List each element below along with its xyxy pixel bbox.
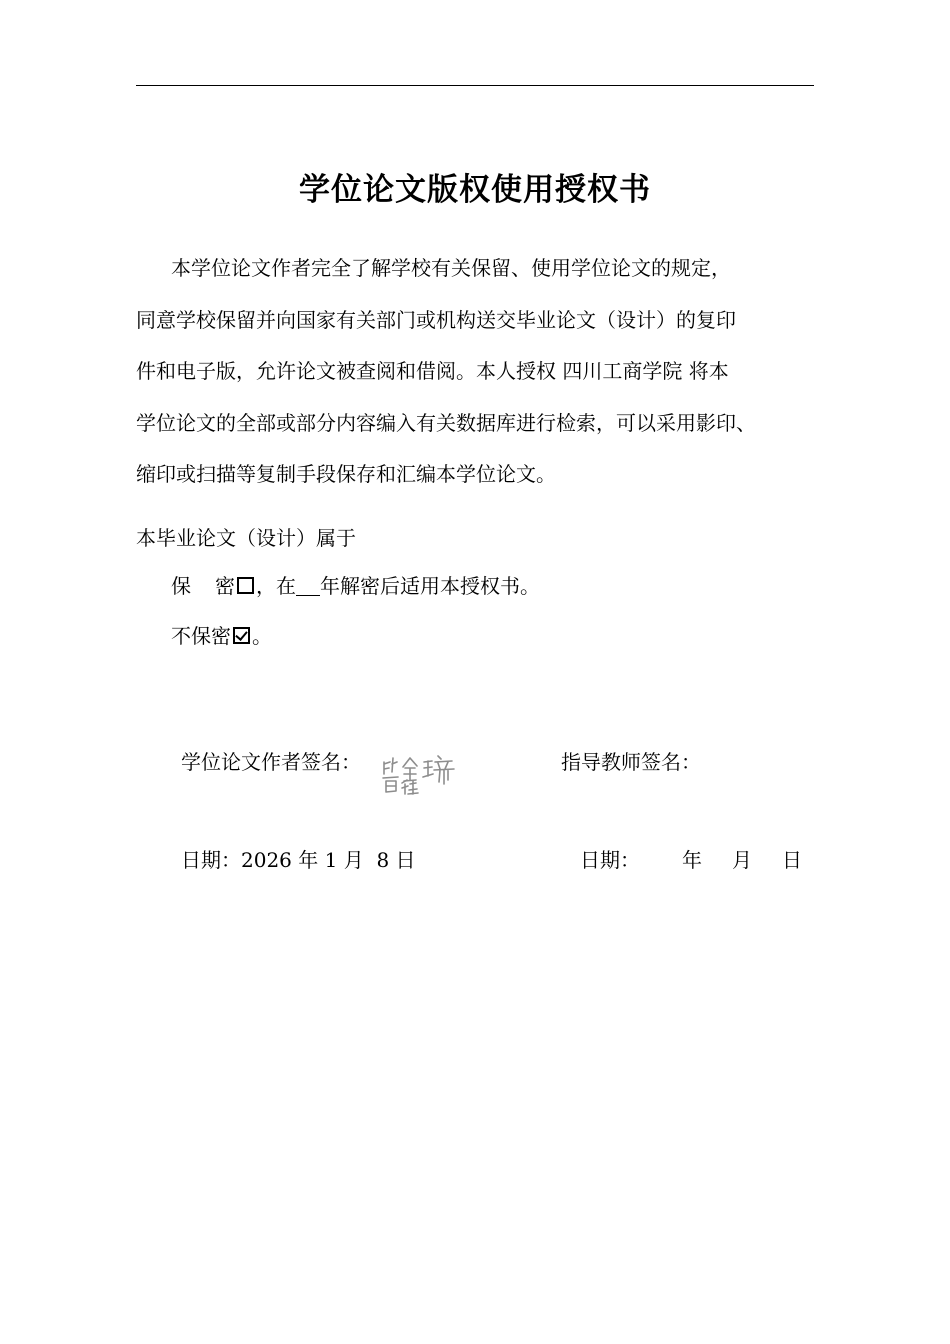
classification-label: 本毕业论文（设计）属于 (136, 526, 356, 550)
secret-suffix-before: ，在 (256, 574, 296, 598)
header-rule (136, 85, 814, 86)
secret-suffix-after: 年解密后适用本授权书。 (320, 574, 540, 598)
date-month-unit: 月 (343, 848, 364, 872)
date-label: 日期： (580, 848, 640, 872)
date-year-unit: 年 (682, 848, 702, 872)
authorization-statement (136, 243, 826, 501)
secret-checkbox[interactable] (237, 577, 254, 594)
not-secret-checkbox[interactable] (233, 627, 250, 644)
page-title: 学位论文版权使用授权书 (299, 172, 651, 208)
statement-line: 缩印或扫描等复制手段保存和汇编本学位论文。 (136, 462, 556, 486)
statement-line: 同意学校保留并向国家有关部门或机构送交毕业论文（设计）的复印 (136, 307, 736, 332)
secret-option (171, 568, 540, 604)
secret-char-1: 保 (171, 574, 191, 598)
declassify-years-blank[interactable] (296, 577, 320, 596)
date-year-unit: 年 (298, 848, 319, 872)
not-secret-label: 不保密 (171, 624, 231, 648)
statement-line: 件和电子版，允许论文被查阅和借阅。本人授权 四川工商学院 将本 (136, 359, 729, 383)
date-label: 日期： (181, 848, 241, 872)
date-year: 2026 (241, 848, 292, 872)
date-day: 8 (376, 848, 390, 872)
advisor-signature-label: 指导教师签名： (561, 750, 701, 774)
date-month-unit: 月 (732, 848, 752, 872)
statement-line: 学位论文的全部或部分内容编入有关数据库进行检索，可以采用影印、 (136, 410, 756, 435)
date-day-unit: 日 (395, 848, 416, 872)
author-signature-label: 学位论文作者签名： (181, 750, 361, 774)
not-secret-option (171, 618, 272, 654)
advisor-date (580, 842, 802, 878)
secret-char-2: 密 (215, 574, 235, 598)
author-date (181, 842, 416, 878)
date-month: 1 (324, 848, 338, 872)
not-secret-suffix: 。 (252, 624, 272, 648)
statement-line: 本学位论文作者完全了解学校有关保留、使用学位论文的规定， (171, 256, 731, 280)
date-day-unit: 日 (782, 848, 802, 872)
author-signature (380, 750, 464, 804)
handwritten-signature-icon (380, 750, 464, 804)
